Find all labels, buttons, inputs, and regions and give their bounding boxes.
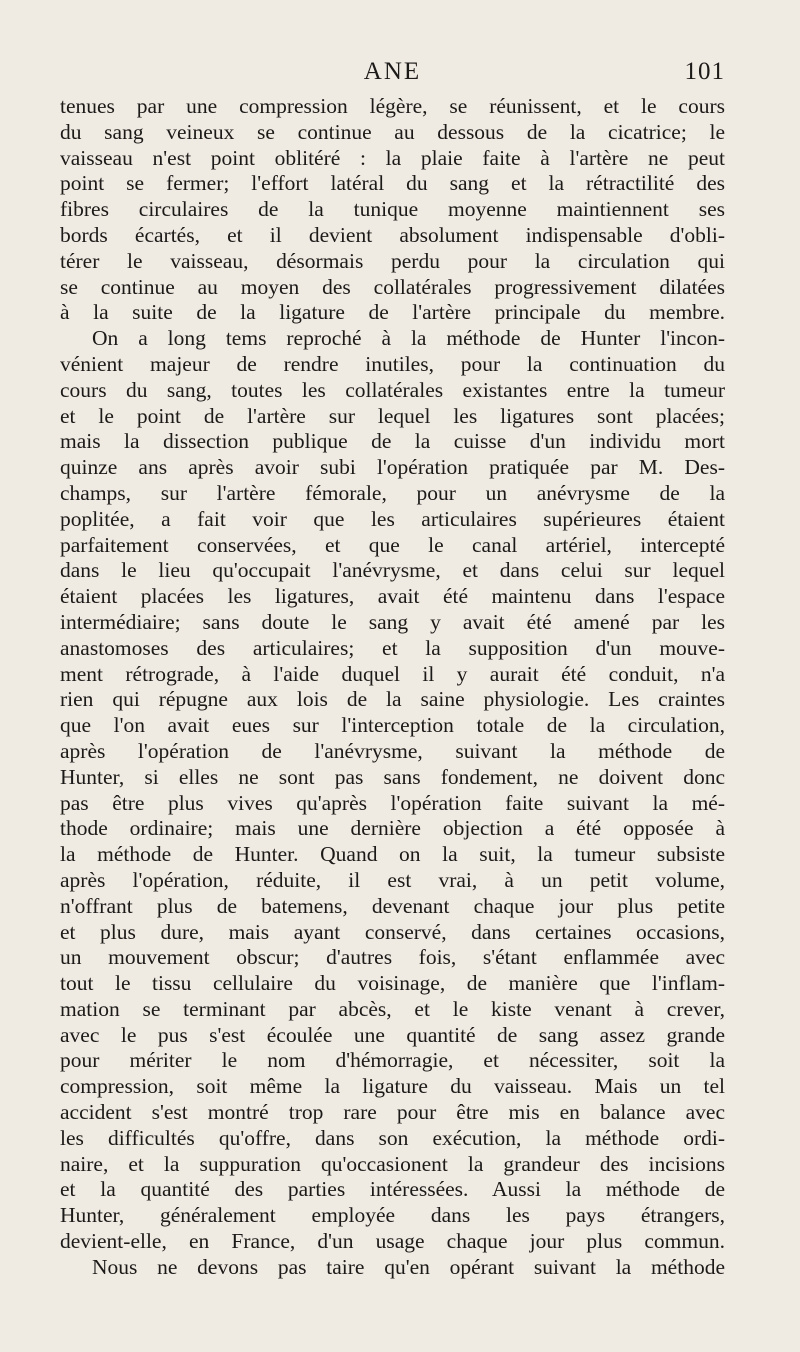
running-head bbox=[60, 58, 725, 92]
text-line: Hunter, si elles ne sont pas sans fondement, ne doivent donc bbox=[60, 764, 725, 789]
text-line: mation se terminant par abcès, et le kiste venant à crever, bbox=[60, 996, 725, 1021]
text-line: étaient placées les ligatures, avait été maintenu dans l'espace bbox=[60, 584, 725, 609]
text-line: vénient majeur de rendre inutiles, pour la continuation du bbox=[60, 351, 725, 376]
text-line: tenues par une compression légère, se réunissent, et le cours bbox=[60, 94, 725, 118]
text-line: pour mériter le nom d'hémorragie, et nécessiter, soit la bbox=[60, 1048, 725, 1073]
text-line: rien qui répugne aux lois de la saine physiologie. Les craintes bbox=[60, 687, 725, 712]
text-line: quinze ans après avoir subi l'opération pratiquée par M. Des- bbox=[60, 455, 725, 480]
text-line: cours du sang, toutes les collatérales existantes entre la tumeur bbox=[60, 377, 725, 402]
text-line: thode ordinaire; mais une dernière objection a été opposée à bbox=[60, 816, 725, 841]
text-line: poplitée, a fait voir que les articulaires supérieures étaient bbox=[60, 506, 725, 531]
text-line: anastomoses des articulaires; et la supposition d'un mouve- bbox=[60, 635, 725, 660]
text-line: du sang veineux se continue au dessous de la cicatrice; le bbox=[60, 119, 725, 144]
text-line: compression, soit même la ligature du vaisseau. Mais un tel bbox=[60, 1074, 725, 1099]
text-line: et plus dure, mais ayant conservé, dans certaines occasions, bbox=[60, 919, 725, 944]
text-line: devient-elle, en France, d'un usage chaque jour plus commun. bbox=[60, 1229, 725, 1254]
text-line: point se fermer; l'effort latéral du sang et la rétractilité des bbox=[60, 171, 725, 196]
page-number: 101 bbox=[684, 58, 725, 85]
body-text bbox=[60, 94, 725, 1281]
text-line: les difficultés qu'offre, dans son exécution, la méthode ordi- bbox=[60, 1125, 725, 1150]
text-line: que l'on avait eues sur l'interception totale de la circulation, bbox=[60, 713, 725, 738]
text-line: un mouvement obscur; d'autres fois, s'étant enflammée avec bbox=[60, 945, 725, 970]
text-line: térer le vaisseau, désormais perdu pour la circulation qui bbox=[60, 248, 725, 273]
text-line: ment rétrograde, à l'aide duquel il y aurait été conduit, n'a bbox=[60, 661, 725, 686]
text-line: pas être plus vives qu'après l'opération faite suivant la mé- bbox=[60, 790, 725, 815]
text-line: champs, sur l'artère fémorale, pour un anévrysme de la bbox=[60, 480, 725, 505]
text-line: intermédiaire; sans doute le sang y avait été amené par les bbox=[60, 609, 725, 634]
text-line: vaisseau n'est point oblitéré : la plaie faite à l'artère ne peut bbox=[60, 145, 725, 170]
text-line: fibres circulaires de la tunique moyenne maintiennent ses bbox=[60, 197, 725, 222]
text-line: Nous ne devons pas taire qu'en opérant suivant la méthode bbox=[92, 1254, 725, 1279]
text-line: après l'opération, réduite, il est vrai, à un petit volume, bbox=[60, 867, 725, 892]
text-line: On a long tems reproché à la méthode de Hunter l'incon- bbox=[92, 326, 725, 351]
text-line: se continue au moyen des collatérales progressivement dilatées bbox=[60, 274, 725, 299]
text-line: la méthode de Hunter. Quand on la suit, la tumeur subsiste bbox=[60, 842, 725, 867]
text-line: n'offrant plus de batemens, devenant chaque jour plus petite bbox=[60, 893, 725, 918]
text-line: bords écartés, et il devient absolument indispensable d'obli- bbox=[60, 222, 725, 247]
text-line: mais la dissection publique de la cuisse d'un individu mort bbox=[60, 429, 725, 454]
text-line: et la quantité des parties intéressées. Aussi la méthode de bbox=[60, 1177, 725, 1202]
text-line: tout le tissu cellulaire du voisinage, de manière que l'inflam- bbox=[60, 971, 725, 996]
text-line: et le point de l'artère sur lequel les ligatures sont placées; bbox=[60, 403, 725, 428]
text-line: à la suite de la ligature de l'artère principale du membre. bbox=[60, 300, 725, 325]
text-line: Hunter, généralement employée dans les pays étrangers, bbox=[60, 1203, 725, 1228]
page-header-title: ANE bbox=[363, 58, 422, 85]
text-line: parfaitement conservées, et que le canal artériel, intercepté bbox=[60, 532, 725, 557]
text-line: après l'opération de l'anévrysme, suivant la méthode de bbox=[60, 738, 725, 763]
text-line: dans le lieu qu'occupait l'anévrysme, et dans celui sur lequel bbox=[60, 558, 725, 583]
text-line: accident s'est montré trop rare pour être mis en balance avec bbox=[60, 1100, 725, 1125]
text-line: naire, et la suppuration qu'occasionent la grandeur des incisions bbox=[60, 1151, 725, 1176]
text-line: avec le pus s'est écoulée une quantité de sang assez grande bbox=[60, 1022, 725, 1047]
